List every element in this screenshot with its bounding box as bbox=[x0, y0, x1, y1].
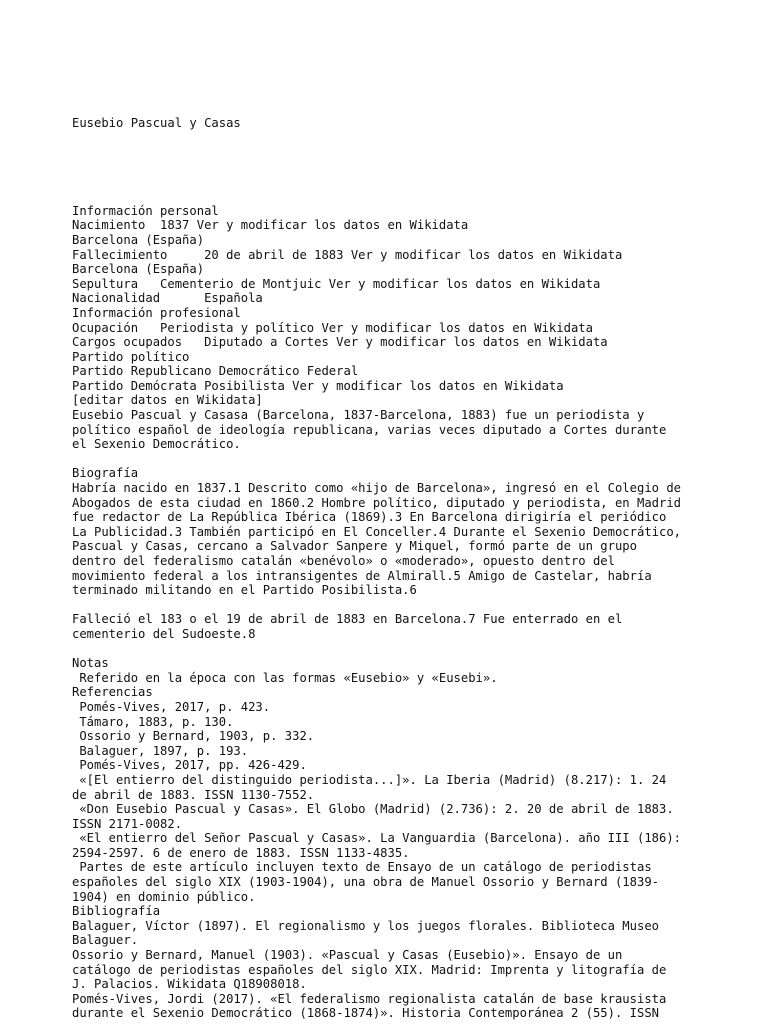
document-line: catálogo de periodistas españoles del siglo XIX. Madrid: Imprenta y litografía de bbox=[72, 962, 667, 977]
document-line: Información profesional bbox=[72, 305, 241, 320]
document-title: Eusebio Pascual y Casas bbox=[72, 116, 241, 131]
document-line: Partido político bbox=[72, 349, 190, 364]
document-line: Pomés-Vives, Jordi (2017). «El federalismo regionalista catalán de base krausista bbox=[72, 991, 667, 1006]
document-line: Ossorio y Bernard, Manuel (1903). «Pascual y Casas (Eusebio)». Ensayo de un bbox=[72, 948, 623, 963]
document-line: Nacionalidad Española bbox=[72, 291, 263, 306]
document-line: «El entierro del Señor Pascual y Casas». La Vanguardia (Barcelona). año III (186): bbox=[72, 831, 682, 846]
document-line: dentro del federalismo catalán «benévolo» o «moderado», opuesto dentro del bbox=[72, 554, 615, 568]
document-line: Habría nacido en 1837.1 Descrito como «hijo de Barcelona», ingresó en el Colegio de bbox=[72, 481, 682, 496]
document-line: Partes de este artículo incluyen texto de Ensayo de un catálogo de periodistas bbox=[72, 860, 652, 875]
document-line: de abril de 1883. ISSN 1130-7552. bbox=[72, 787, 315, 802]
document-page bbox=[72, 87, 712, 1036]
blank-line bbox=[72, 642, 712, 657]
document-line: Notas bbox=[72, 656, 109, 671]
document-line: Referencias bbox=[72, 685, 153, 700]
document-line: Nacimiento 1837 Ver y modificar los datos en Wikidata bbox=[72, 218, 469, 233]
document-line: [editar datos en Wikidata] bbox=[72, 393, 263, 408]
document-line: Cargos ocupados Diputado a Cortes Ver y modificar los datos en Wikidata bbox=[72, 335, 608, 350]
document-line: cementerio del Sudoeste.8 bbox=[72, 626, 256, 641]
document-line: Barcelona (España) bbox=[72, 262, 205, 277]
document-line: La Publicidad.3 También participó en El Conceller.4 Durante el Sexenio Democrático, bbox=[72, 524, 682, 539]
document-line: movimiento federal a los intransigentes de Almirall.5 Amigo de Castelar, habría bbox=[72, 568, 652, 583]
document-line: Balaguer, 1897, p. 193. bbox=[72, 743, 249, 758]
document-line: Barcelona (España) bbox=[72, 232, 205, 247]
document-line: Támaro, 1883, p. 130. bbox=[72, 714, 234, 729]
document-line: «[El entierro del distinguido periodista...]». La Iberia (Madrid) (8.217): 1. 24 bbox=[72, 772, 667, 787]
document-line: Eusebio Pascual y Casasa (Barcelona, 1837-Barcelona, 1883) fue un periodista y bbox=[72, 408, 645, 423]
blank-line bbox=[72, 452, 712, 467]
document-line: político español de ideología republicana, varias veces diputado a Cortes durante bbox=[72, 422, 667, 437]
document-line: Sepultura Cementerio de Montjuic Ver y modificar los datos en Wikidata bbox=[72, 276, 601, 291]
document-line: Fallecimiento 20 de abril de 1883 Ver y modificar los datos en Wikidata bbox=[72, 247, 623, 262]
document-line: Balaguer. bbox=[72, 933, 139, 948]
document-line: Pomés-Vives, 2017, p. 423. bbox=[72, 699, 271, 714]
blank-line bbox=[72, 160, 712, 175]
document-line: Pascual y Casas, cercano a Salvador Sanpere y Miquel, formó parte de un grupo bbox=[72, 539, 637, 554]
document-line: 2594-2597. 6 de enero de 1883. ISSN 1133-4835. bbox=[72, 845, 410, 860]
document-line: el Sexenio Democrático. bbox=[72, 437, 241, 452]
document-line: Referido en la época con las formas «Eusebio» y «Eusebi». bbox=[72, 670, 498, 685]
document-line: 1904) en dominio público. bbox=[72, 889, 256, 904]
document-line: Información personal bbox=[72, 203, 219, 218]
document-line: Partido Republicano Democrático Federal bbox=[72, 364, 359, 379]
document-line: J. Palacios. Wikidata Q18908018. bbox=[72, 977, 307, 992]
document-line: Balaguer, Víctor (1897). El regionalismo y los juegos florales. Biblioteca Museo bbox=[72, 918, 659, 933]
document-line: Biografía bbox=[72, 466, 139, 481]
document-line: durante el Sexenio Democrático (1868-1874)». Historia Contemporánea 2 (55). ISSN bbox=[72, 1006, 659, 1021]
document-line: Partido Demócrata Posibilista Ver y modificar los datos en Wikidata bbox=[72, 378, 564, 393]
document-line: españoles del siglo XIX (1903-1904), una obra de Manuel Ossorio y Bernard (1839- bbox=[72, 875, 659, 890]
document-line: Pomés-Vives, 2017, pp. 426-429. bbox=[72, 758, 307, 773]
document-line: Abogados de esta ciudad en 1860.2 Hombre político, diputado y periodista, en Madrid bbox=[72, 495, 682, 510]
document-line: ISSN 2171-0082. bbox=[72, 816, 183, 831]
blank-line bbox=[72, 598, 712, 613]
document-line: Bibliografía bbox=[72, 904, 161, 919]
document-line: Ossorio y Bernard, 1903, p. 332. bbox=[72, 729, 315, 744]
document-body bbox=[72, 204, 712, 1021]
document-line: Ocupación Periodista y político Ver y modificar los datos en Wikidata bbox=[72, 320, 593, 335]
document-line: fue redactor de La República Ibérica (1869).3 En Barcelona dirigiría el periódico bbox=[72, 510, 667, 525]
document-line: «Don Eusebio Pascual y Casas». El Globo (Madrid) (2.736): 2. 20 de abril de 1883. bbox=[72, 802, 674, 817]
document-line: Falleció el 183 o el 19 de abril de 1883 en Barcelona.7 Fue enterrado en el bbox=[72, 612, 623, 627]
document-line: terminado militando en el Partido Posibilista.6 bbox=[72, 583, 417, 598]
